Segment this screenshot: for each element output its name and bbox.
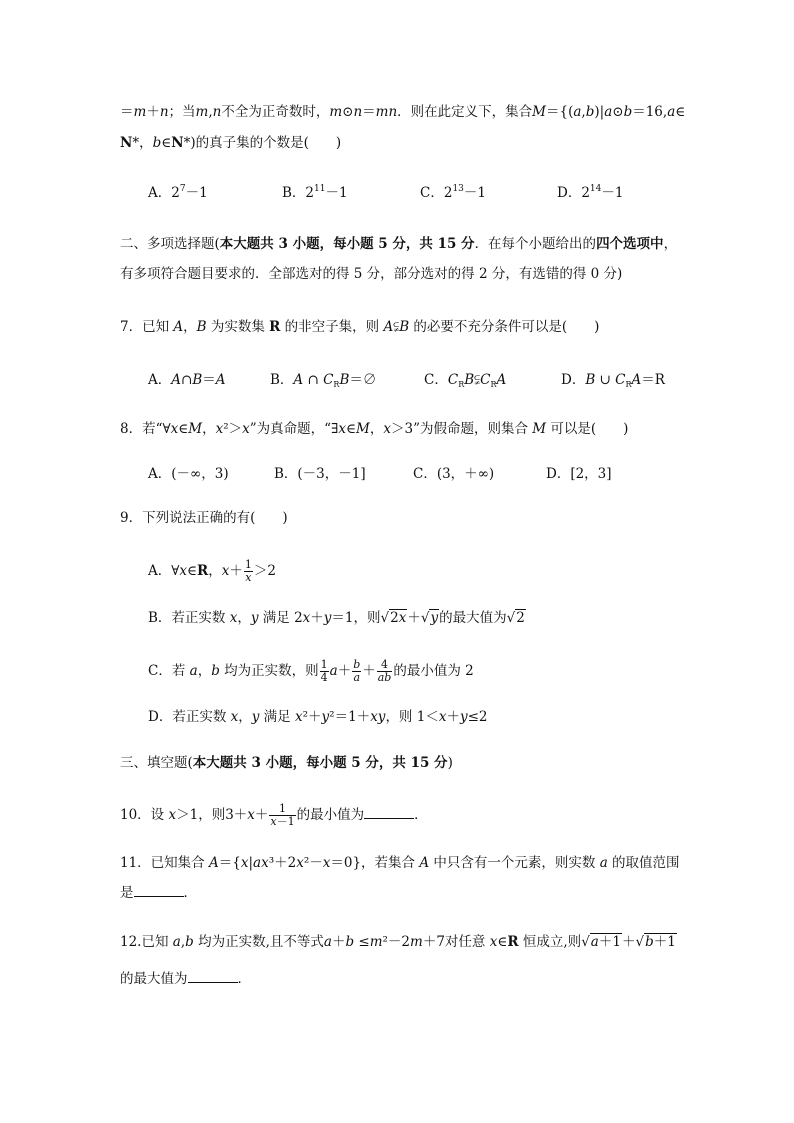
q10: 10．设 x＞1，则3＋x＋ $\frac{1}{x-1}$ 的最小值为 ． <box>120 802 428 828</box>
q8-option-c: C．(3，＋∞) <box>413 466 495 482</box>
q12-answer-blank[interactable] <box>188 970 238 983</box>
section-2-header-line1: 二、多项选择题(本大题共 3 小题，每小题 5 分，共 15 分．在每个小题给出的四个选项中， <box>120 236 678 252</box>
prev-option-b: B．$2^{11}-1$ <box>282 184 348 201</box>
prev-option-d: D．$2^{14}-1$ <box>557 184 624 201</box>
q7-option-b: B．A ∩ $C_RB=\emptyset$ <box>270 372 377 389</box>
q11-line1: 11．已知集合 A＝{x|ax³＋2x²－x＝0}，若集合 A 中只含有一个元素，则实数 a 的取值范围 <box>120 855 680 871</box>
q8-option-a: A．(－∞，3) <box>148 466 229 482</box>
q11-line2: 是 ． <box>120 885 197 901</box>
section-3-header: 三、填空题(本大题共 3 小题，每小题 5 分，共 15 分) <box>120 755 453 771</box>
q9-option-a: A．∀x∈R，x＋ $\frac{1}{x}$ ＞2 <box>148 558 276 584</box>
q9-option-b: B．若正实数 x，y 满足 2x＋y＝1，则√2x＋√y的最大值为√2 <box>148 610 525 626</box>
q10-answer-blank[interactable] <box>364 806 414 819</box>
q9-option-c: C．若 a，b 均为正实数，则 $\frac{1}{4}$ a＋ $\frac{b}{a}$ ＋ $\frac{4}{ab}$ 的最小值为 2 <box>148 658 474 684</box>
q7-option-d: D．B ∪ $C_RA=R$ <box>561 372 665 389</box>
q7-option-a: A．A∩B＝A <box>148 372 226 388</box>
q7-option-c: C．$C_RB⫋C_RA$ <box>424 372 507 389</box>
q12-line2: 的最大值为 ． <box>120 971 251 987</box>
prev-question-line1: ＝m＋n；当m,n不全为正奇数时，m⊙n＝mn．则在此定义下，集合M＝{(a,b)|a⊙b＝16,a∈ <box>120 104 686 120</box>
q9-option-d: D．若正实数 x，y 满足 x²＋y²＝1＋xy，则 1＜x＋y≤2 <box>148 709 488 725</box>
q12-line1: 12.已知 a,b 均为正实数,且不等式a＋b ≤m²－2m＋7对任意 x∈R 恒成立,则√a＋1＋√b＋1 <box>120 934 676 950</box>
q8-option-d: D．[2，3] <box>546 466 612 482</box>
prev-question-line2: N*，b∈N*)的真子集的个数是( ) <box>120 135 342 151</box>
q7-stem: 7．已知 A，B 为实数集 R 的非空子集，则 A⫋B 的必要不充分条件可以是( ) <box>120 319 600 335</box>
prev-option-a: A．$2^7-1$ <box>148 184 208 201</box>
section-2-header-line2: 有多项符合题目要求的．全部选对的得 5 分，部分选对的得 2 分，有选错的得 0 分) <box>120 266 623 282</box>
q8-stem: 8．若“∀x∈M，x²＞x”为真命题，“∃x∈M，x＞3”为假命题，则集合 M 可以是( ) <box>120 421 629 437</box>
q9-stem: 9．下列说法正确的有( ) <box>120 510 288 526</box>
q8-option-b: B．(－3，－1] <box>274 466 366 482</box>
q11-answer-blank[interactable] <box>134 884 184 897</box>
prev-option-c: C．$2^{13}-1$ <box>420 184 486 201</box>
